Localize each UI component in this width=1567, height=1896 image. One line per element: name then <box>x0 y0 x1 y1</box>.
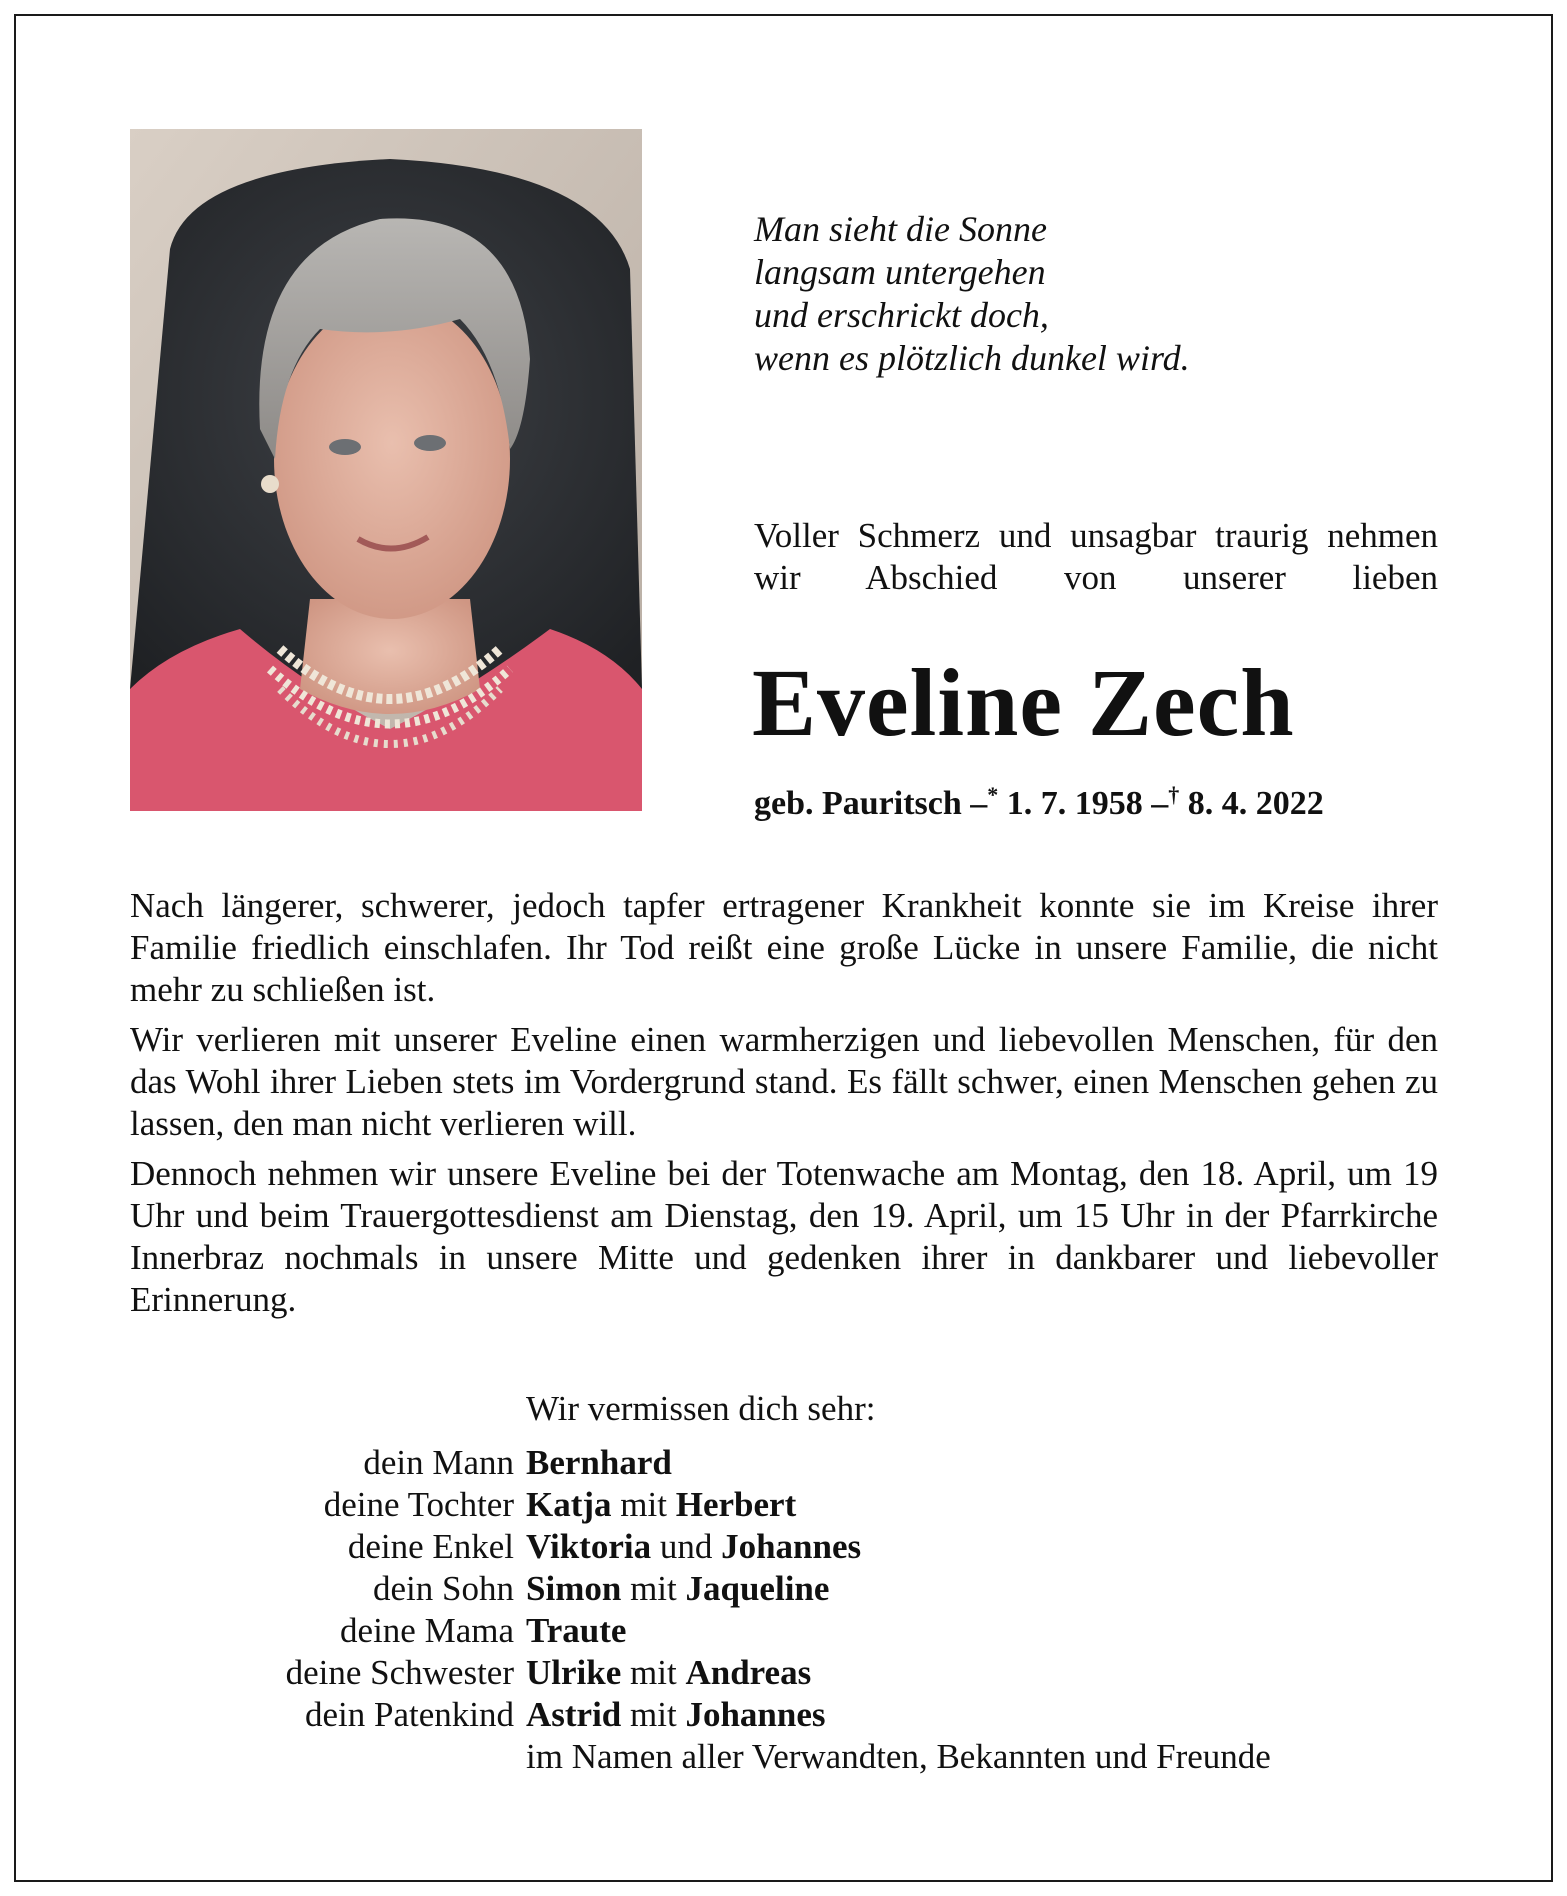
family-row <box>130 1694 1438 1736</box>
family-names <box>526 1610 626 1652</box>
family-row <box>130 1568 1438 1610</box>
born-symbol: * <box>987 782 999 807</box>
family-joiner: mit <box>630 1653 677 1692</box>
family-relation: dein Sohn <box>373 1569 514 1608</box>
portrait-image <box>130 129 642 811</box>
poem-line: Man sieht die Sonne <box>754 209 1047 249</box>
family-names <box>526 1526 861 1568</box>
paragraph: Dennoch nehmen wir unsere Eveline bei der Totenwache am Montag, den 18. April, um 19 Uhr und beim Trauergottesdienst am Dienstag, den 19. April, um 15 Uhr in der Pfarrkirche Innerbraz nochmals in unsere Mitte und gedenken ihrer in dankbarer und liebevoller Erinnerung. <box>130 1154 1438 1319</box>
poem <box>754 208 1190 380</box>
family-names <box>526 1568 829 1610</box>
deceased-name: Eveline Zech <box>752 649 1295 756</box>
died-symbol: † <box>1168 782 1180 807</box>
family-member-name: Johannes <box>685 1695 826 1734</box>
family-names <box>526 1652 811 1694</box>
family-relation: deine Tochter <box>323 1485 514 1524</box>
family-row <box>130 1484 1438 1526</box>
family-member-name: Jaqueline <box>685 1569 830 1608</box>
family-names <box>526 1484 796 1526</box>
family-member-name: Herbert <box>675 1485 797 1524</box>
family-names <box>526 1694 826 1736</box>
family-relation: deine Mama <box>340 1611 514 1650</box>
intro-text: Voller Schmerz und unsagbar traurig nehmen wir Abschied von unserer lieben <box>754 516 1438 597</box>
family-member-name: Ulrike <box>526 1653 622 1692</box>
portrait-photo <box>130 129 642 811</box>
family-row <box>130 1526 1438 1568</box>
death-date: 8. 4. 2022 <box>1187 785 1324 822</box>
birth-date: 1. 7. 1958 <box>1006 785 1143 822</box>
birth-death-line <box>754 773 1438 826</box>
family-joiner: mit <box>630 1569 677 1608</box>
family-member-name: Viktoria <box>526 1527 652 1566</box>
poem-line: wenn es plötzlich dunkel wird. <box>754 338 1190 378</box>
maiden-name: geb. Pauritsch <box>754 785 962 822</box>
family-member-name: Bernhard <box>526 1443 672 1482</box>
family-row <box>130 1652 1438 1694</box>
family-relation: dein Mann <box>363 1443 514 1482</box>
paragraph: Wir verlieren mit unserer Eveline einen warmherzigen und liebevollen Menschen, für den das Wohl ihrer Lieben stets im Vordergrund stand. Es fällt schwer, einen Menschen gehen zu lassen, den man nicht verlieren will. <box>130 1020 1438 1143</box>
family-member-name: Johannes <box>721 1527 862 1566</box>
family-names <box>526 1442 672 1484</box>
family-joiner: mit <box>630 1695 677 1734</box>
obituary-text <box>130 885 1438 1329</box>
family-heading: Wir vermissen dich sehr: <box>526 1389 876 1428</box>
family-row <box>130 1610 1438 1652</box>
family-relation: dein Patenkind <box>305 1695 514 1734</box>
separator: – <box>1151 785 1169 822</box>
family-joiner: und <box>659 1527 713 1566</box>
family-relation: deine Schwester <box>285 1653 514 1692</box>
paragraph: Nach längerer, schwerer, jedoch tapfer ertragener Krankheit konnte sie im Kreise ihrer Familie friedlich einschlafen. Ihr Tod reißt eine große Lücke in unsere Familie, die nicht mehr zu schließen ist. <box>130 886 1438 1009</box>
poem-line: und erschrickt doch, <box>754 295 1049 335</box>
family-member-name: Simon <box>526 1569 622 1608</box>
family-relation: deine Enkel <box>347 1527 514 1566</box>
separator: – <box>970 785 988 822</box>
family-member-name: Andreas <box>685 1653 812 1692</box>
family-member-name: Traute <box>526 1611 627 1650</box>
family-member-name: Astrid <box>526 1695 622 1734</box>
family-member-name: Katja <box>526 1485 612 1524</box>
family-rows <box>130 1442 1438 1736</box>
family-footer: im Namen aller Verwandten, Bekannten und Freunde <box>526 1737 1271 1776</box>
family-list <box>130 1388 1438 1778</box>
poem-line: langsam untergehen <box>754 252 1046 292</box>
family-row <box>130 1442 1438 1484</box>
family-joiner: mit <box>620 1485 667 1524</box>
